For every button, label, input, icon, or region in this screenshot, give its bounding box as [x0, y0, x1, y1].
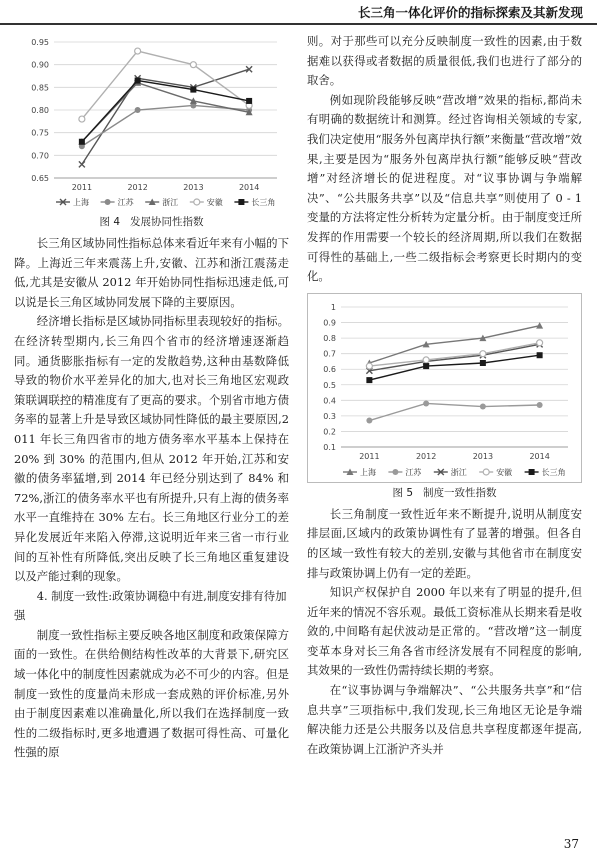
- legend-swatch-marker: [392, 469, 398, 475]
- data-point: [423, 400, 429, 406]
- data-point: [79, 161, 85, 167]
- x-tick-label: 2011: [71, 183, 93, 192]
- left-column: [14, 32, 289, 763]
- legend-item: [234, 197, 275, 207]
- y-tick-label: 0.1: [323, 442, 336, 452]
- paragraph-institutional-intro: 制度一致性指标主要反映各地区制度和政策保障方面的一致性。在供给侧结构性改革的大背景下,研究区域一体化中的制度性因素就成为必不可少的内容。但是制度一致性的度量尚未形成一套成熟的评价标准,另外由于制度因素难以准确量化,所以我们在选择制度一致性的二级指标时,更多地遭遇了数据可得性高、可量化性强的原: [14, 627, 289, 760]
- data-point: [537, 402, 543, 408]
- legend-label: 浙江: [450, 467, 467, 477]
- figure-4-caption: [14, 214, 289, 229]
- y-tick-label: 0.9: [323, 318, 336, 328]
- paragraph-coordination-indicators: 在“议事协调与争端解决”、“公共服务共享”和“信息共享”三项指标中,我们发现,长三角地区无论是争端解决能力还是公共服务以及信息共享程度都逐年提高,在政策协调上江浙沪齐头并: [307, 683, 582, 756]
- figure-5-caption: [307, 485, 582, 500]
- y-tick-label: 0.6: [323, 364, 336, 374]
- y-tick-label: 0.80: [31, 106, 49, 115]
- page-number: 37: [563, 837, 579, 851]
- data-point: [480, 350, 486, 356]
- data-point: [423, 357, 429, 363]
- y-tick-label: 0.5: [323, 380, 336, 390]
- legend-label: 安徽: [206, 198, 223, 207]
- legend-item: [101, 197, 135, 207]
- legend-swatch-marker: [529, 469, 535, 475]
- legend-item: [56, 197, 89, 207]
- right-column: [307, 32, 582, 759]
- data-point: [537, 339, 543, 345]
- data-point: [190, 62, 196, 68]
- series-line: [82, 69, 249, 164]
- legend-swatch-marker: [194, 199, 200, 205]
- data-point: [537, 352, 543, 358]
- data-point: [480, 403, 486, 409]
- legend-swatch-marker: [483, 469, 489, 475]
- data-point: [423, 363, 429, 369]
- paragraph-coordination-summary: 长三角区域协同性指标总体来看近年来有小幅的下降。上海近三年来震荡上升,安徽、江苏和浙江震荡走低,尤其是安徽从 2012 年开始协同性指标迅速走低,可以说是长三角区域协同发展下降的主要原因。: [14, 236, 289, 309]
- figure-5-label: 图 5: [392, 486, 414, 499]
- data-point: [366, 377, 372, 383]
- legend-label: 长三角: [541, 467, 566, 477]
- figure-4-title: 发展协同性指数: [130, 216, 204, 228]
- figure-5-title: 制度一致性指数: [423, 486, 497, 499]
- figure-4: [14, 32, 289, 229]
- paragraph-ip-protection: 知识产权保护自 2000 年以来有了明显的提升,但近年来的情况不容乐观。最低工资标准从长期来看是收敛的,中间略有起伏波动是正常的。“营改增”这一制度变革本身对长三角各省市经济发展有不同程度的影响,其效果的一致性仍需持续长期的考察。: [307, 585, 582, 678]
- y-tick-label: 0.95: [31, 38, 49, 47]
- figure-4-label: 图 4: [99, 216, 121, 228]
- x-tick-label: 2012: [127, 183, 148, 192]
- legend-swatch-marker: [238, 199, 244, 205]
- legend-label: 长三角: [251, 198, 276, 207]
- chart-coordination-index: [14, 32, 289, 212]
- data-point: [135, 78, 141, 84]
- legend-item: [145, 197, 178, 207]
- data-point: [79, 116, 85, 122]
- page-header: [0, 0, 597, 30]
- x-tick-label: 2011: [359, 451, 380, 461]
- legend-label: 上海: [73, 198, 89, 207]
- data-point: [366, 363, 372, 369]
- data-point: [480, 360, 486, 366]
- running-title: 长三角一体化评价的指标探索及其新发现: [357, 5, 583, 20]
- legend-label: 江苏: [405, 467, 422, 477]
- chart-institutional-index: [307, 293, 582, 483]
- paragraph-economic-growth: 经济增长指标是区域协同指标里表现较好的指标。在经济转型期内,长三角四个省市的经济增速逐渐趋同。通货膨胀指标有一定的发散趋势,这种由基数降低导致的物价水平差异化的加大,也对长三角地区宏观政策联调联控的精准度有了更高的要求。个别省市地方债务率的显著上升是导致区域协同性降低的最主要原因,2011 年长三角四省市的地方债务率水平基本上保持在 20% 到 30% 的范围内,但从 2012 年开始,江苏和安徽的债务率猛增,到 2014 年已经分别达到了 84% 和 72%,浙江的债务率水平也有所提升,只有上海的债务率水平一直维持在 30% 左右。长三角地区行业分工的差异化发展近年来陷入停滞,这说明近年来三省一市行业间的互补性有所降低,突出反映了长三角地区重复建设以及产能过剩的现象。: [14, 314, 289, 584]
- figure-5: [307, 293, 582, 500]
- y-tick-label: 0.90: [31, 60, 49, 70]
- data-point: [79, 139, 85, 145]
- data-point: [246, 98, 252, 104]
- x-tick-label: 2014: [238, 183, 260, 192]
- paragraph-continued: 则。对于那些可以充分反映制度一致性的因素,由于数据难以获得或者数据的质量很低,我们也进行了部分的取舍。: [307, 34, 582, 88]
- y-tick-label: 0.7: [323, 349, 336, 359]
- y-tick-label: 0.8: [323, 333, 336, 343]
- paragraph-vat-reform-measure: 例如现阶段能够反映“营改增”效果的指标,都尚未有明确的数据统计和测算。经过咨询相关领域的专家,我们决定使用“服务外包离岸执行额”来衡量“营改增”效果,主要是因为“服务外包离岸执行额”能够反映“营改增”对经济增长的促进程度。对“议事协调与争端解决”、“公共服务共享”以及“信息共享”则使用了 0 - 1 变量的方法将定性分析转为定量分析。由于制度变迁所发挥的作用需要一个较长的经济周期,所以我们在数据可得性的基础上,一些二级指标会考察更长时期内的变化。: [307, 92, 582, 284]
- y-tick-label: 0.70: [31, 151, 49, 161]
- y-tick-label: 0.75: [31, 128, 49, 138]
- legend-item: [190, 197, 223, 207]
- legend-swatch-marker: [105, 199, 111, 205]
- y-tick-label: 0.85: [31, 83, 49, 93]
- x-tick-label: 2013: [472, 451, 494, 461]
- legend-label: 江苏: [117, 198, 134, 207]
- x-tick-label: 2013: [183, 183, 204, 192]
- legend-label: 上海: [360, 467, 376, 477]
- data-point: [135, 48, 141, 54]
- y-tick-label: 0.3: [323, 411, 336, 421]
- paragraph-institutional-trend: 长三角制度一致性近年来不断提升,说明从制度安排层面,区域内的政策协调性有了显著的增强。但各自的区域一致性有较大的差别,安徽与其他省市在制度安排与政策协调上仍有一定的差距。: [307, 506, 582, 580]
- series-1: [79, 102, 252, 149]
- data-point: [366, 417, 372, 423]
- section-heading-institutional-consistency: 4. 制度一致性:政策协调稳中有进,制度安排有待加强: [14, 588, 287, 623]
- header-rule: [0, 23, 597, 25]
- x-tick-label: 2014: [529, 451, 550, 461]
- y-tick-label: 0.4: [323, 396, 336, 406]
- legend-label: 安徽: [496, 467, 513, 477]
- x-tick-label: 2012: [415, 451, 437, 461]
- data-point: [135, 107, 141, 113]
- legend-label: 浙江: [162, 198, 179, 207]
- y-tick-label: 0.2: [323, 427, 336, 437]
- y-tick-label: 0.65: [31, 174, 49, 183]
- y-tick-label: 1: [330, 302, 336, 312]
- data-point: [190, 87, 196, 93]
